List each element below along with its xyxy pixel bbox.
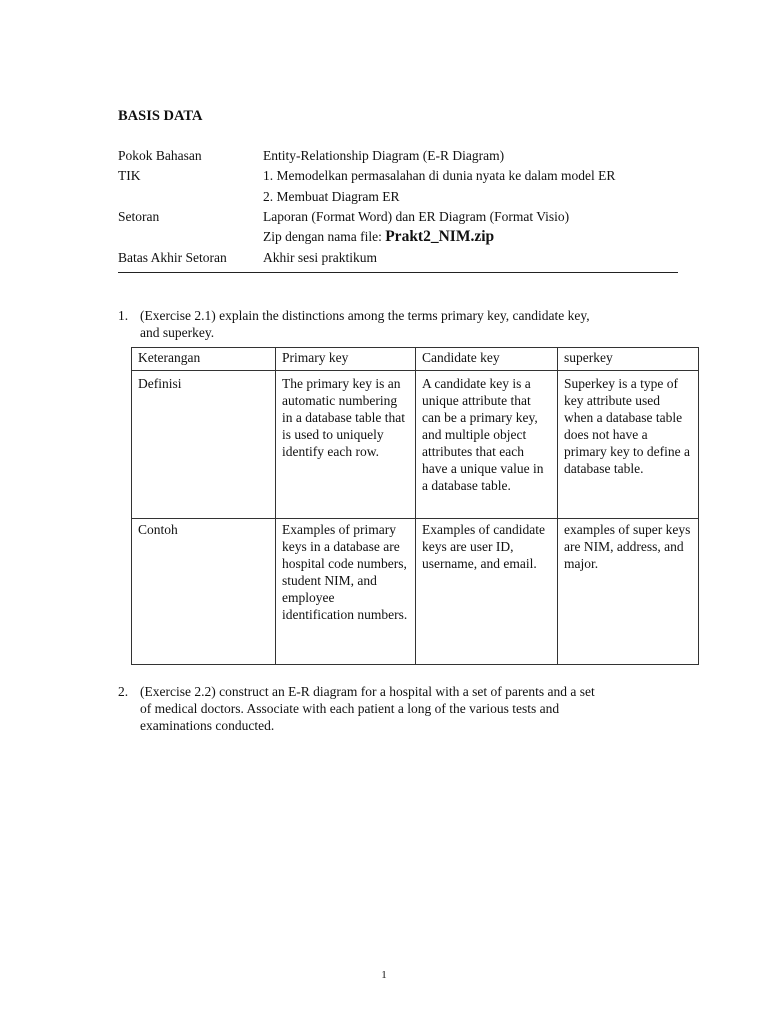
pokok-bahasan-value: Entity-Relationship Diagram (E-R Diagram): [263, 148, 505, 163]
batas-akhir-label: Batas Akhir Setoran: [118, 250, 227, 265]
table-cell-superkey: Superkey is a type of key attribute used when a database table does not have a primary key to define a database table.: [558, 371, 699, 519]
pokok-bahasan-label: Pokok Bahasan: [118, 148, 202, 163]
table-row: [132, 371, 699, 519]
key-comparison-table: [131, 347, 699, 665]
question-2-number: 2.: [118, 684, 129, 699]
table-header-cell: Primary key: [276, 348, 416, 371]
question-1-text: [140, 307, 676, 341]
table-cell-primary: Examples of primary keys in a database are hospital code numbers, student NIM, and employee identification numbers.: [276, 519, 416, 665]
table-cell-candidate: Examples of candidate keys are user ID, username, and email.: [416, 519, 558, 665]
setoran-zip-prefix: Zip dengan nama file:: [263, 229, 382, 244]
table-cell-superkey: examples of super keys are NIM, address, and major.: [558, 519, 699, 665]
question-1-line-1: (Exercise 2.1) explain the distinctions among the terms primary key, candidate key,: [140, 308, 590, 323]
table-header-cell: Keterangan: [132, 348, 276, 371]
setoran-zip-filename: Prakt2_NIM.zip: [385, 228, 495, 245]
header-divider: [118, 272, 678, 273]
question-1-number: 1.: [118, 308, 129, 323]
question-2-line-3: examinations conducted.: [140, 718, 275, 733]
question-1-line-2: and superkey.: [140, 325, 215, 340]
question-2-line-2: of medical doctors. Associate with each patient a long of the various tests and: [140, 701, 560, 716]
table-header-row: [132, 348, 699, 371]
table-header-cell: superkey: [558, 348, 699, 371]
setoran-value-1: Laporan (Format Word) dan ER Diagram (Format Visio): [263, 209, 570, 224]
tik-item-2: 2. Membuat Diagram ER: [263, 189, 400, 204]
setoran-label: Setoran: [118, 209, 160, 224]
table-cell-candidate: A candidate key is a unique attribute that can be a primary key, and multiple object attributes that each have a unique value in a database table.: [416, 371, 558, 519]
question-2-line-1: (Exercise 2.2) construct an E-R diagram for a hospital with a set of parents and a set: [140, 684, 595, 699]
table-row: [132, 519, 699, 665]
table-cell-label: Contoh: [132, 519, 276, 665]
page-number: 1: [381, 969, 387, 981]
table-cell-primary: The primary key is an automatic numbering in a database table that is used to uniquely identify each row.: [276, 371, 416, 519]
batas-akhir-value: Akhir sesi praktikum: [263, 250, 377, 265]
setoran-value-2: [263, 228, 494, 245]
document-title: BASIS DATA: [118, 108, 203, 124]
question-2-text: [140, 683, 676, 734]
tik-label: TIK: [118, 168, 141, 183]
table-cell-label: Definisi: [132, 371, 276, 519]
tik-item-1: 1. Memodelkan permasalahan di dunia nyata ke dalam model ER: [263, 168, 616, 183]
table-header-cell: Candidate key: [416, 348, 558, 371]
